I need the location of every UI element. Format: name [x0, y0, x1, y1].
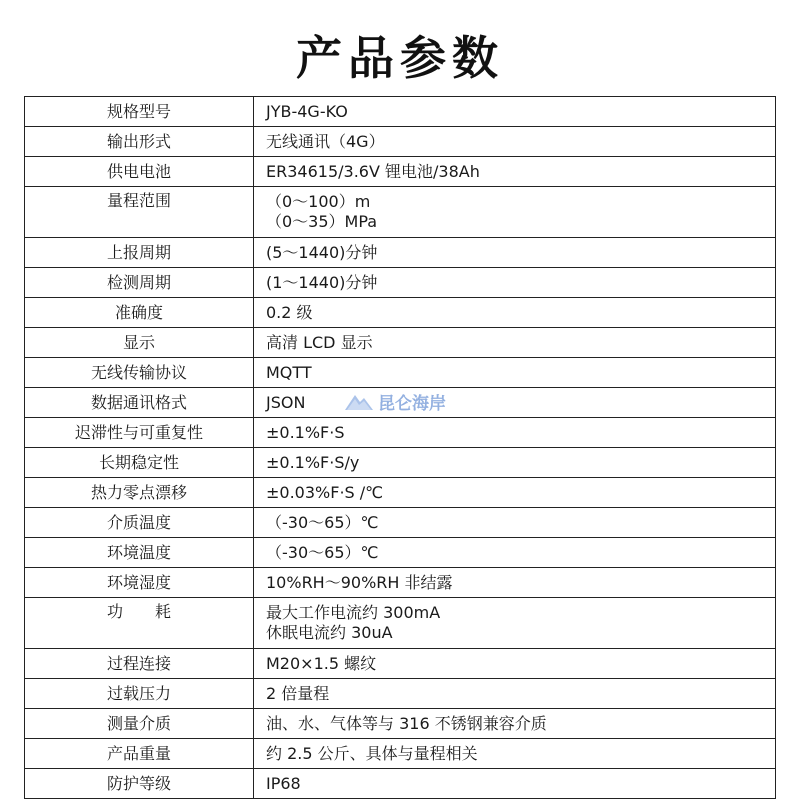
- row-value: ±0.1%F·S/y: [254, 448, 776, 478]
- row-label: 迟滞性与可重复性: [25, 418, 254, 448]
- row-value: ±0.03%F·S /℃: [254, 478, 776, 508]
- row-value: （-30～65）℃: [254, 508, 776, 538]
- row-label: 量程范围: [25, 187, 254, 238]
- table-row: [25, 418, 776, 448]
- page-title: 产品参数: [296, 31, 504, 85]
- row-value: ±0.1%F·S: [254, 418, 776, 448]
- row-label: 产品重量: [25, 739, 254, 769]
- row-value: 约 2.5 公斤、具体与量程相关: [254, 739, 776, 769]
- row-value: 0.2 级: [254, 298, 776, 328]
- row-label: 显示: [25, 328, 254, 358]
- row-label: 介质温度: [25, 508, 254, 538]
- row-value: ER34615/3.6V 锂电池/38Ah: [254, 157, 776, 187]
- row-label: 无线传输协议: [25, 358, 254, 388]
- table-row: [25, 268, 776, 298]
- row-label: 检测周期: [25, 268, 254, 298]
- row-value: M20×1.5 螺纹: [254, 649, 776, 679]
- row-label: 过载压力: [25, 679, 254, 709]
- table-row: [25, 478, 776, 508]
- row-label: 过程连接: [25, 649, 254, 679]
- table-row: [25, 568, 776, 598]
- row-value: 无线通讯（4G）: [254, 127, 776, 157]
- row-label: 热力零点漂移: [25, 478, 254, 508]
- row-label: 长期稳定性: [25, 448, 254, 478]
- row-value: (1～1440)分钟: [254, 268, 776, 298]
- row-label: 环境湿度: [25, 568, 254, 598]
- table-row: [25, 328, 776, 358]
- row-value: JYB-4G-KO: [254, 97, 776, 127]
- row-value: JSON: [254, 388, 776, 418]
- row-label: 功 耗: [25, 598, 254, 649]
- row-label: 测量介质: [25, 709, 254, 739]
- table-row: [25, 508, 776, 538]
- row-value: 2 倍量程: [254, 679, 776, 709]
- row-label: 环境温度: [25, 538, 254, 568]
- company-logo-icon: [343, 392, 375, 412]
- row-value: 高清 LCD 显示: [254, 328, 776, 358]
- spec-table: [24, 96, 776, 799]
- row-value: 油、水、气体等与 316 不锈钢兼容介质: [254, 709, 776, 739]
- table-row: [25, 298, 776, 328]
- table-row: [25, 157, 776, 187]
- row-value: (5～1440)分钟: [254, 238, 776, 268]
- watermark: [343, 389, 446, 414]
- table-row: [25, 238, 776, 268]
- table-row: [25, 598, 776, 649]
- row-label: 规格型号: [25, 97, 254, 127]
- row-label: 防护等级: [25, 769, 254, 799]
- row-label: 准确度: [25, 298, 254, 328]
- table-row: [25, 769, 776, 799]
- row-value: 最大工作电流约 300mA 休眠电流约 30uA: [254, 598, 776, 649]
- table-row: [25, 127, 776, 157]
- row-label: 数据通讯格式: [25, 388, 254, 418]
- watermark-text: 昆仑海岸: [378, 394, 446, 414]
- row-label: 输出形式: [25, 127, 254, 157]
- row-label: 供电电池: [25, 157, 254, 187]
- row-value: 10%RH～90%RH 非结露: [254, 568, 776, 598]
- table-row: [25, 679, 776, 709]
- table-row: [25, 538, 776, 568]
- row-label: 上报周期: [25, 238, 254, 268]
- table-row: [25, 448, 776, 478]
- table-row: [25, 358, 776, 388]
- table-row: [25, 649, 776, 679]
- table-row: [25, 187, 776, 238]
- row-value: （-30～65）℃: [254, 538, 776, 568]
- table-row: [25, 739, 776, 769]
- row-value: MQTT: [254, 358, 776, 388]
- row-value: IP68: [254, 769, 776, 799]
- table-row: [25, 97, 776, 127]
- table-row: [25, 709, 776, 739]
- row-value: （0～100）m （0～35）MPa: [254, 187, 776, 238]
